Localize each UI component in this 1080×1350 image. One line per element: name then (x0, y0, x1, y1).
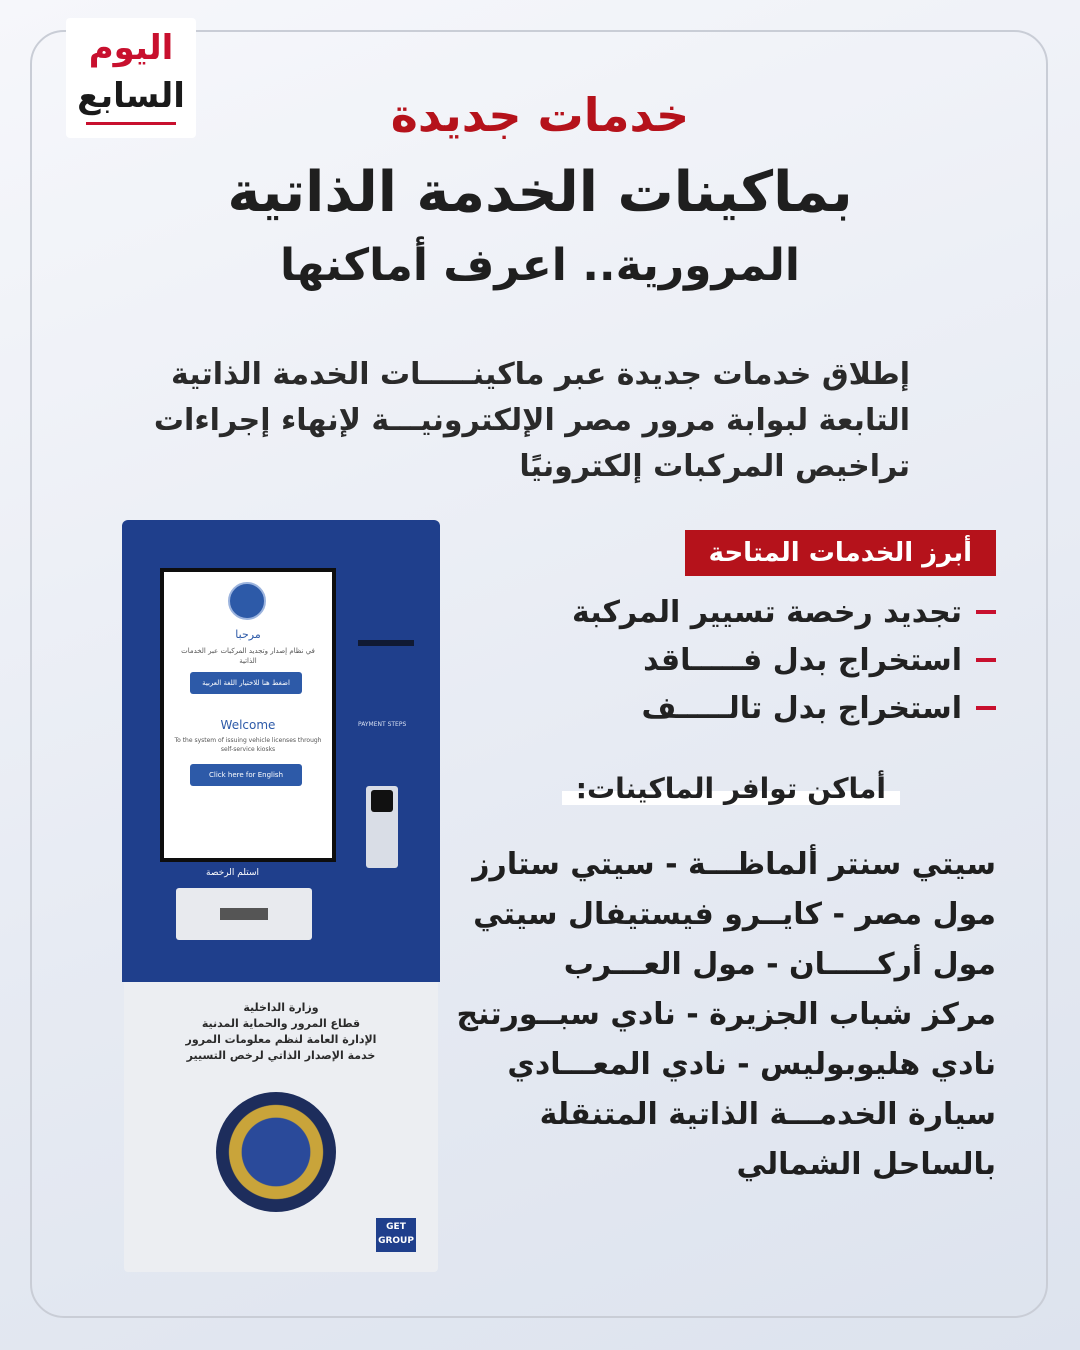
collect-license-label: استلم الرخصة (206, 868, 259, 878)
headline-main: بماكينات الخدمة الذاتية (227, 160, 853, 225)
place-line: مركز شباب الجزيرة - نادي سبــورتنج (456, 997, 996, 1032)
place-line: مول أركـــــان - مول العـــرب (563, 947, 996, 982)
police-crest-icon (216, 1092, 336, 1212)
screen-english-button: Click here for English (190, 764, 302, 786)
printer-slot (220, 908, 268, 920)
intro-line: التابعة لبوابة مرور مصر الإلكترونيـــة لإنهاء إجراءات (153, 403, 910, 438)
services-heading: أبرز الخدمات المتاحة (685, 530, 996, 576)
intro-line: إطلاق خدمات جديدة عبر ماكينـــــات الخدمة الذاتية (171, 357, 910, 392)
headline-sub: المرورية.. اعرف أماكنها (279, 240, 800, 291)
card-slot (358, 640, 414, 646)
service-item (596, 684, 996, 732)
kiosk-base-text (164, 1000, 398, 1064)
service-item-label: تجديد رخصة تسيير المركبة (572, 594, 962, 630)
places-heading: أماكن توافر الماكينات: (562, 772, 900, 805)
services-list (572, 588, 996, 732)
base-text-line: الإدارة العامة لنظم معلومات المرور (185, 1033, 377, 1046)
service-item (596, 636, 996, 684)
kiosk-screen (160, 568, 336, 862)
payment-steps-heading: PAYMENT STEPS (358, 721, 407, 728)
dash-bullet-icon (976, 706, 996, 710)
vendor-logo (376, 1218, 416, 1252)
service-item-label: استخراج بدل فـــــاقد (643, 642, 962, 678)
screen-welcome-ar: مرحبا (235, 628, 261, 641)
service-item (572, 588, 996, 636)
base-text-line: وزارة الداخلية (243, 1001, 319, 1014)
intro-paragraph (150, 352, 910, 490)
place-line: نادي هليوبوليس - نادي المعـــادي (507, 1047, 996, 1082)
license-printer-tray (176, 888, 312, 940)
vendor-logo-line: GET (386, 1222, 406, 1232)
place-line: سيتي سنتر ألماظـــة - سيتي ستارز (472, 847, 996, 882)
intro-line: تراخيص المركبات إلكترونيًا (519, 449, 910, 484)
card-reader (366, 786, 398, 868)
screen-welcome-en: Welcome (220, 718, 276, 732)
place-line: مول مصر - كايــرو فيستيفال سيتي (473, 897, 996, 932)
screen-arabic-button: اضغط هنا للاختيار اللغة العربية (190, 672, 302, 694)
kiosk-image (112, 520, 440, 1272)
base-text-line: قطاع المرور والحماية المدنية (201, 1017, 361, 1030)
places-list (456, 840, 996, 1190)
screen-subtitle-ar: في نظام إصدار وتجديد المركبات عبر الخدمات الذاتية (181, 647, 315, 665)
dash-bullet-icon (976, 658, 996, 662)
logo-line-2: السابع (77, 76, 185, 116)
service-item-label: استخراج بدل تالـــــف (641, 690, 962, 726)
screen-subtitle-en: To the system of issuing vehicle licenses through self-service kiosks (174, 737, 322, 753)
ministry-emblem-icon (228, 582, 266, 620)
place-line: بالساحل الشمالي (736, 1147, 996, 1182)
headline-red: خدمات جديدة (390, 88, 690, 142)
kiosk-body (122, 520, 440, 982)
camera-icon (371, 790, 393, 812)
place-line: سيارة الخدمـــة الذاتية المتنقلة (539, 1097, 996, 1132)
dash-bullet-icon (976, 610, 996, 614)
kiosk-base (124, 982, 438, 1272)
vendor-logo-line: GROUP (378, 1236, 414, 1246)
logo-line-1: اليوم (88, 28, 174, 68)
base-text-line: خدمة الإصدار الذاتي لرخص التسيير (186, 1049, 376, 1062)
